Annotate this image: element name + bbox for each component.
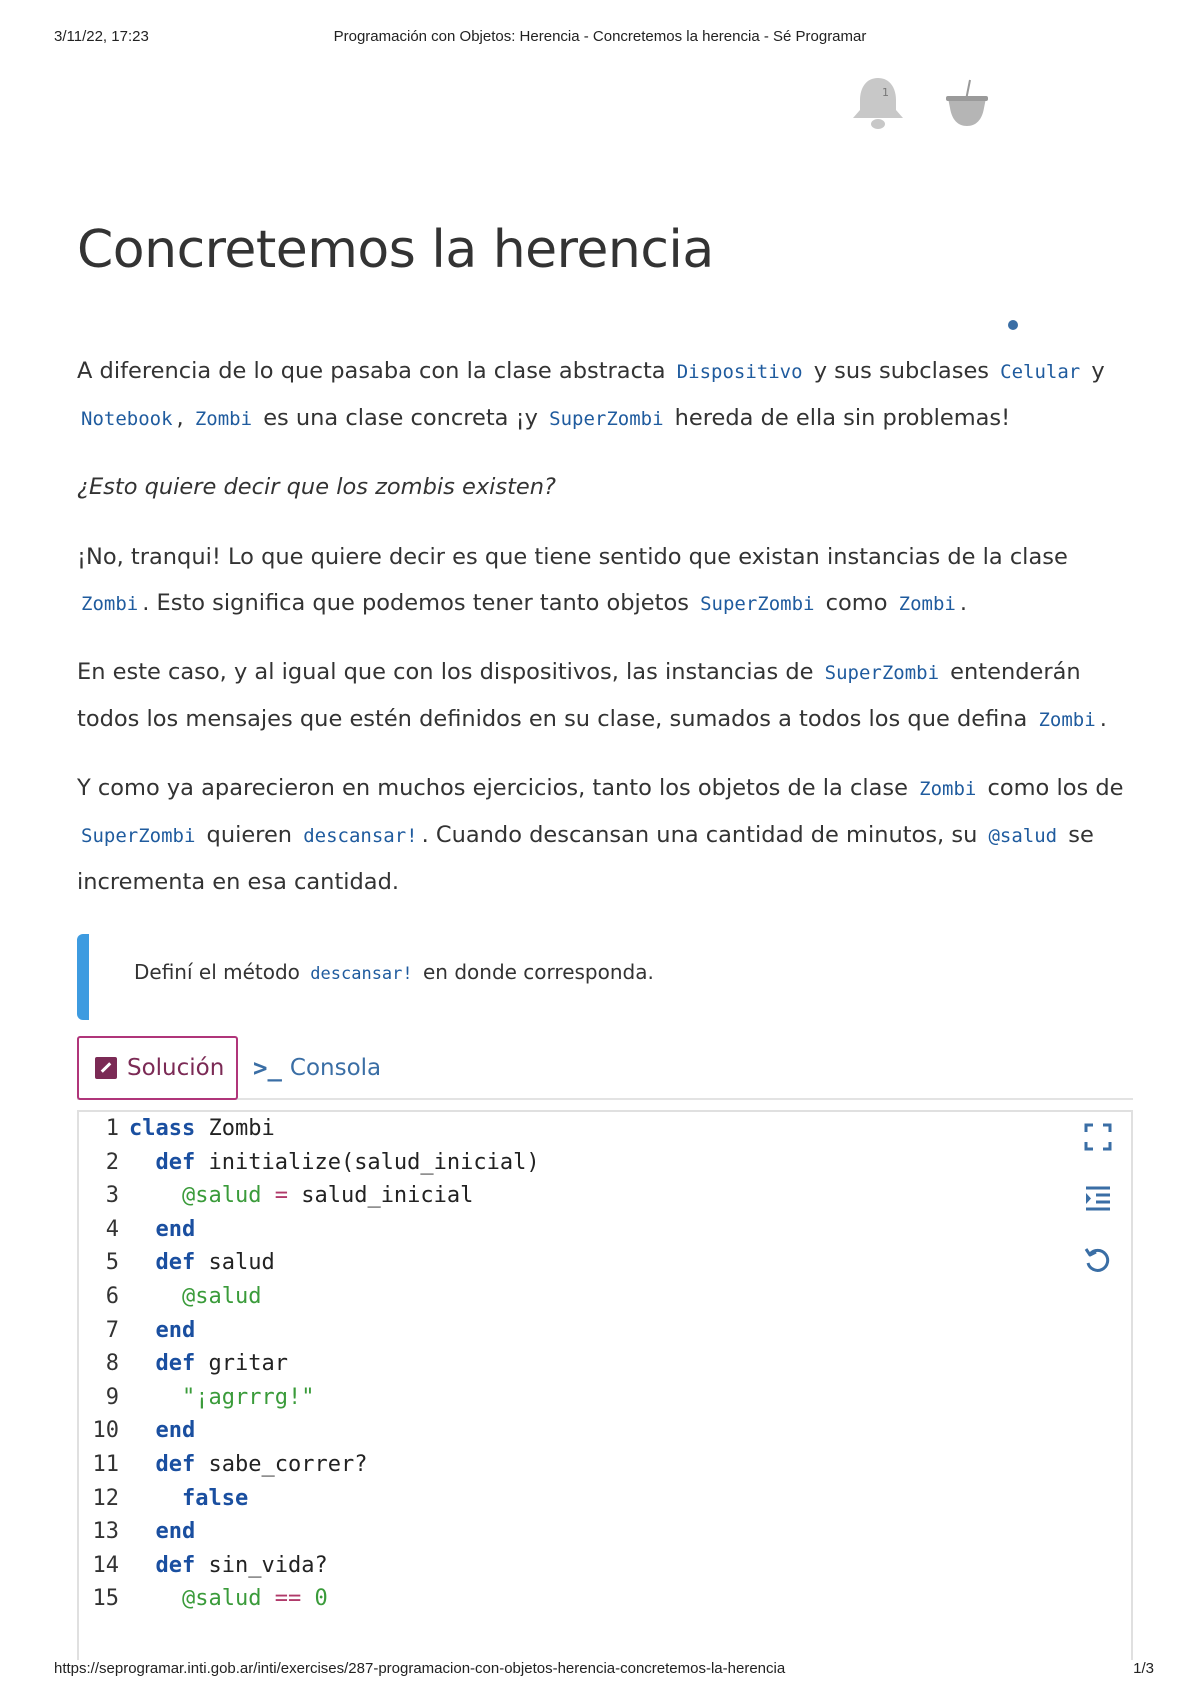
task-callout <box>77 934 1133 1020</box>
fullscreen-icon[interactable] <box>1083 1122 1113 1152</box>
tab-solucion-label: Solución <box>127 1055 225 1081</box>
line-number: 1 <box>105 1116 119 1141</box>
line-number: 9 <box>105 1384 119 1410</box>
line-number: 15 <box>92 1586 119 1612</box>
print-footer <box>0 1660 1200 1682</box>
print-page-number: 1/3 <box>1133 1660 1154 1677</box>
print-url: https://seprogramar.inti.gob.ar/inti/exercises/287-programacion-con-objetos-herencia-concretemos-la-herencia <box>54 1660 786 1677</box>
reset-icon[interactable] <box>1083 1246 1113 1276</box>
code-line: class Zombi <box>129 1116 275 1141</box>
line-number: 11 <box>92 1451 119 1477</box>
line-number: 3 <box>105 1183 119 1209</box>
line-number: 6 <box>105 1283 119 1309</box>
code-notebook: Notebook <box>81 408 173 430</box>
line-number: 5 <box>105 1250 119 1276</box>
code-line: def gritar <box>155 1351 288 1377</box>
progress-dot <box>1008 320 1018 330</box>
terminal-icon: >_ <box>253 1054 282 1082</box>
code-line: @salud = salud_inicial <box>181 1183 474 1209</box>
editor-tabs <box>77 1036 1133 1100</box>
code-line: end <box>155 1317 196 1343</box>
code-dispositivo: Dispositivo <box>676 361 803 383</box>
exercise-description <box>77 348 1133 927</box>
code-line: def sabe_correr? <box>155 1451 368 1477</box>
line-number: 10 <box>92 1418 119 1444</box>
paragraph-2: ¿Esto quiere decir que los zombis existen? <box>77 474 556 500</box>
code-line: def sin_vida? <box>155 1552 328 1578</box>
tab-consola-label: Consola <box>289 1055 382 1081</box>
code-area[interactable] <box>129 1112 540 1616</box>
code-line: @salud == 0 <box>181 1586 328 1612</box>
line-number: 12 <box>92 1485 119 1511</box>
editor-toolbar <box>1083 1122 1119 1308</box>
code-line: end <box>155 1519 196 1545</box>
code-zombi: Zombi <box>194 408 253 430</box>
mate-icon[interactable] <box>944 78 990 130</box>
line-number: 4 <box>105 1216 119 1242</box>
top-icons <box>840 72 1000 132</box>
line-number: 8 <box>105 1351 119 1377</box>
notification-count: 1 <box>882 86 889 99</box>
line-number: 7 <box>105 1317 119 1343</box>
page-title: Concretemos la herencia <box>77 220 714 280</box>
paragraph-4: En este caso, y al igual que con los dispositivos, las instancias de SuperZombi entenderán todos los mensajes que estén definidos en su clase, sumados a todos los que defina Zombi . <box>77 659 1107 732</box>
line-number-gutter <box>79 1112 119 1616</box>
code-line: "¡agrrrg!" <box>181 1384 315 1410</box>
code-line: false <box>181 1485 249 1511</box>
print-date: 3/11/22, 17:23 <box>54 28 149 45</box>
line-number: 13 <box>92 1519 119 1545</box>
code-line: @salud <box>181 1283 262 1309</box>
code-superzombi: SuperZombi <box>549 408 664 430</box>
line-number: 14 <box>92 1552 119 1578</box>
bell-icon[interactable] <box>848 74 908 132</box>
code-editor[interactable] <box>77 1110 1133 1660</box>
code-line: end <box>155 1216 196 1242</box>
print-title: Programación con Objetos: Herencia - Concretemos la herencia - Sé Programar <box>333 28 867 45</box>
code-line: def initialize(salud_inicial) <box>155 1149 540 1175</box>
code-celular: Celular <box>1000 361 1081 383</box>
paragraph-5: Y como ya aparecieron en muchos ejercicios, tanto los objetos de la clase Zombi como los de SuperZombi quieren descansar! . Cuando descansan una cantidad de minutos, su @salud se incrementa en esa cantidad. <box>77 775 1124 895</box>
callout-text: Definí el método descansar! en donde corresponda. <box>134 960 654 984</box>
tab-consola[interactable] <box>253 1036 381 1100</box>
paragraph-3: ¡No, tranqui! Lo que quiere decir es que tiene sentido que existan instancias de la clase Zombi . Esto significa que podemos tener tanto objetos SuperZombi como Zombi . <box>77 544 1068 616</box>
code-line: end <box>155 1418 196 1444</box>
code-line: def salud <box>155 1250 275 1276</box>
edit-icon <box>95 1057 117 1079</box>
print-header <box>0 28 1200 50</box>
format-indent-icon[interactable] <box>1083 1184 1113 1214</box>
tab-solucion[interactable] <box>77 1036 238 1100</box>
line-number: 2 <box>105 1149 119 1175</box>
callout-accent-bar <box>77 934 89 1020</box>
paragraph-1: A diferencia de lo que pasaba con la clase abstracta Dispositivo y sus subclases Celular y Notebook , Zombi es una clase concreta ¡y SuperZombi hereda de ella sin problemas! <box>77 358 1105 431</box>
